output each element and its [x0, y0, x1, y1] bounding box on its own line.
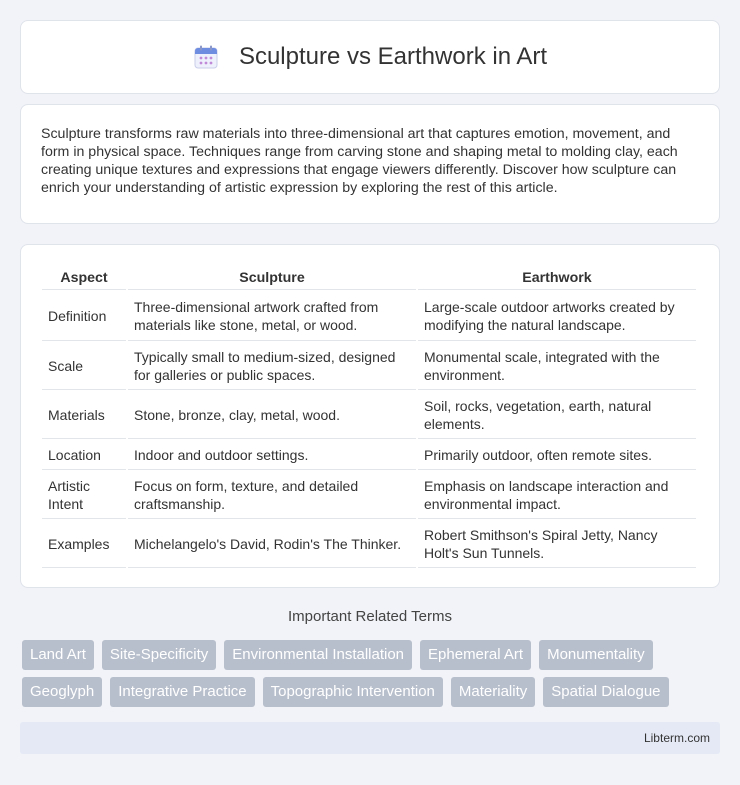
tag-materiality[interactable]: Materiality: [451, 677, 535, 707]
cell-sculpture: Indoor and outdoor settings.: [128, 441, 416, 470]
cell-aspect: Location: [42, 441, 126, 470]
page-title: Sculpture vs Earthwork in Art: [238, 43, 548, 70]
footer: [20, 722, 720, 754]
header-sculpture: Sculpture: [128, 267, 416, 290]
table-row: [42, 472, 696, 519]
cell-earthwork: Large-scale outdoor artworks created by modifying the natural landscape.: [418, 292, 696, 341]
cell-aspect: Definition: [42, 292, 126, 341]
tag-geoglyph[interactable]: Geoglyph: [22, 677, 102, 707]
tag-monumentality[interactable]: Monumentality: [539, 640, 653, 670]
cell-aspect: Artistic Intent: [42, 472, 126, 519]
table-header-row: [42, 267, 696, 290]
cell-aspect: Materials: [42, 392, 126, 439]
tag-site-specificity[interactable]: Site-Specificity: [102, 640, 216, 670]
cell-sculpture: Stone, bronze, clay, metal, wood.: [128, 392, 416, 439]
comparison-table: [40, 265, 698, 570]
cell-sculpture: Michelangelo's David, Rodin's The Thinker.: [128, 521, 416, 568]
title-card: [20, 20, 720, 94]
related-terms-list: [22, 640, 722, 707]
table-row: [42, 343, 696, 390]
table-row: [42, 521, 696, 568]
tag-land-art[interactable]: Land Art: [22, 640, 94, 670]
table-row: [42, 392, 696, 439]
tag-ephemeral-art[interactable]: Ephemeral Art: [420, 640, 531, 670]
intro-text: Sculpture transforms raw materials into three-dimensional art that captures emotion, movement, and form in physical space. Techniques range from carving stone and shaping metal to molding clay, each creating unique textures and expressions that engage viewers differently. Discover how sculpture can enrich your understanding of artistic expression by exploring the rest of this article.: [41, 126, 678, 196]
cell-aspect: Examples: [42, 521, 126, 568]
footer-site-link[interactable]: Libterm.com: [643, 731, 710, 745]
tag-integrative-practice[interactable]: Integrative Practice: [110, 677, 254, 707]
cell-sculpture: Focus on form, texture, and detailed craftsmanship.: [128, 472, 416, 519]
comparison-card: [20, 244, 720, 588]
cell-earthwork: Primarily outdoor, often remote sites.: [418, 441, 696, 470]
cell-earthwork: Soil, rocks, vegetation, earth, natural elements.: [418, 392, 696, 439]
cell-earthwork: Monumental scale, integrated with the environment.: [418, 343, 696, 390]
title-wrap: [193, 43, 547, 71]
tag-environmental-installation[interactable]: Environmental Installation: [224, 640, 412, 670]
cell-aspect: Scale: [42, 343, 126, 390]
header-aspect: Aspect: [42, 267, 126, 290]
table-row: [42, 441, 696, 470]
cell-earthwork: Robert Smithson's Spiral Jetty, Nancy Holt's Sun Tunnels.: [418, 521, 696, 568]
tag-topographic-intervention[interactable]: Topographic Intervention: [263, 677, 443, 707]
table-row: [42, 292, 696, 341]
calendar-icon: [193, 44, 219, 70]
tag-spatial-dialogue[interactable]: Spatial Dialogue: [543, 677, 668, 707]
intro-card: [20, 104, 720, 224]
header-earthwork: Earthwork: [418, 267, 696, 290]
cell-earthwork: Emphasis on landscape interaction and environmental impact.: [418, 472, 696, 519]
related-terms-title: Important Related Terms: [288, 608, 452, 625]
cell-sculpture: Typically small to medium-sized, designed for galleries or public spaces.: [128, 343, 416, 390]
cell-sculpture: Three-dimensional artwork crafted from materials like stone, metal, or wood.: [128, 292, 416, 341]
